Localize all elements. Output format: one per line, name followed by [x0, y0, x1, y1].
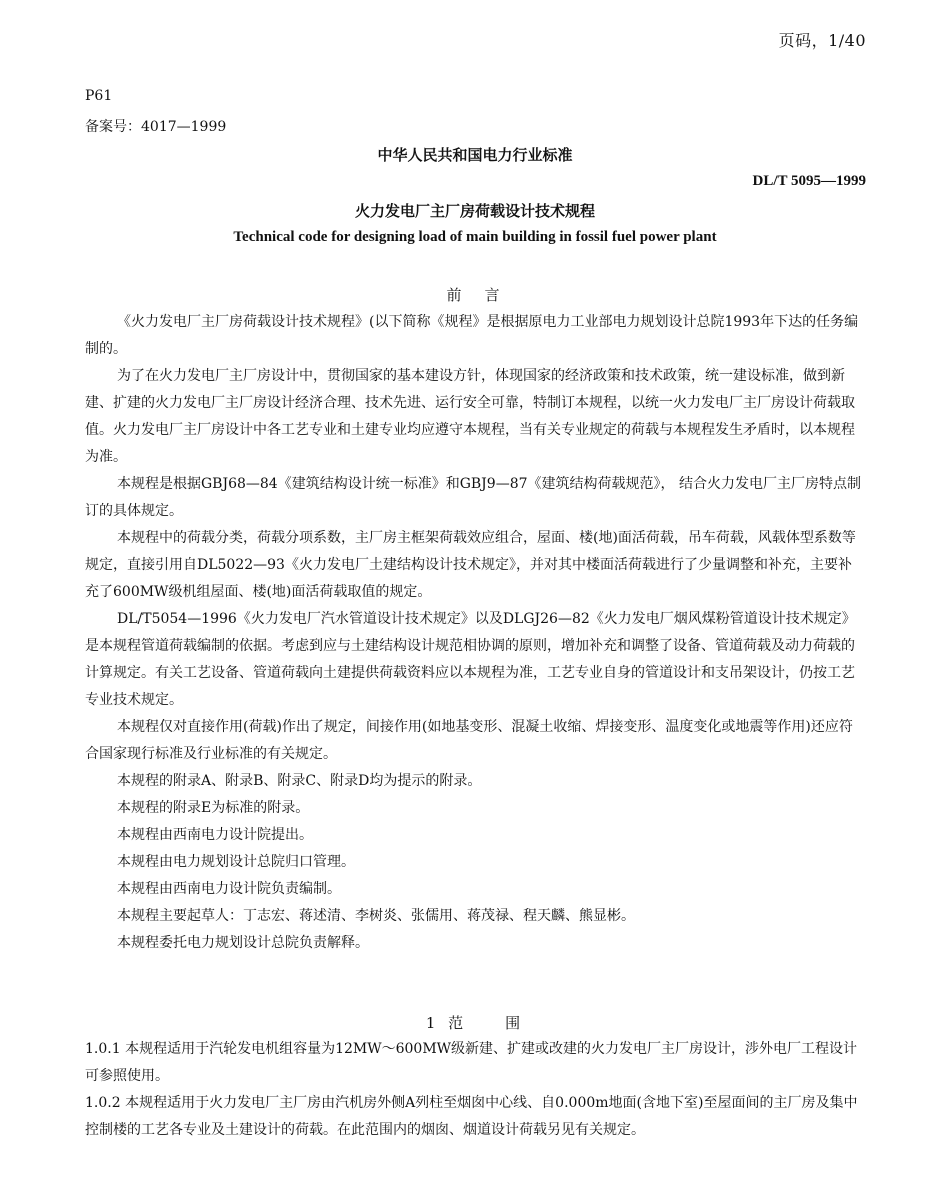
foreword-paragraph: 本规程由西南电力设计院负责编制。: [117, 881, 341, 897]
foreword-paragraph: 《火力发电厂主厂房荷载设计技术规程》(以下简称《规程》是根据原电力工业部电力规划设计总院1993年下达的任务编制的。: [85, 314, 859, 357]
scope-clause: 1.0.2 本规程适用于火力发电厂主厂房由汽机房外侧A列柱至烟囱中心线、自0.000m地面(含地下室)至屋面间的主厂房及集中控制楼的工艺各专业及土建设计的荷载。在此范围内的烟囱、烟道设计荷载另见有关规定。: [85, 1095, 858, 1138]
document-title-en: Technical code for designing load of main building in fossil fuel power plant: [233, 229, 717, 245]
foreword-paragraph: DL/T5054—1996《火力发电厂汽水管道设计技术规定》以及DLGJ26—82《火力发电厂烟风煤粉管道设计技术规定》是本规程管道荷载编制的依据。考虑到应与土建结构设计规范相协调的原则，增加补充和调整了设备、管道荷载及动力荷载的计算规定。有关工艺设备、管道荷载向土建提供荷载资料应以本规程为准，工艺专业自身的管道设计和支吊架设计，仍按工艺专业技术规定。: [85, 611, 856, 708]
foreword-paragraph: 本规程由西南电力设计院提出。: [117, 827, 313, 843]
page-number: 页码，1/40: [778, 31, 866, 50]
scope-body: [85, 1036, 865, 1144]
document-title-zh: 火力发电厂主厂房荷载设计技术规程: [354, 202, 595, 220]
foreword-paragraph: 为了在火力发电厂主厂房设计中，贯彻国家的基本建设方针，体现国家的经济政策和技术政策，统一建设标准，做到新建、扩建的火力发电厂主厂房设计经济合理、技术先进、运行安全可靠，特制订本规程，以统一火力发电厂主厂房设计荷载取值。火力发电厂主厂房设计中各工艺专业和土建专业均应遵守本规程，当有关专业规定的荷载与本规程发生矛盾时，以本规程为准。: [85, 368, 855, 465]
record-number: 备案号：4017—1999: [85, 119, 227, 135]
standard-organization-title: 中华人民共和国电力行业标准: [377, 146, 573, 164]
foreword-paragraph: 本规程委托电力规划设计总院负责解释。: [117, 935, 369, 951]
foreword-body: [85, 309, 865, 957]
foreword-paragraph: 本规程的附录E为标准的附录。: [117, 800, 310, 816]
foreword-paragraph: 本规程中的荷载分类，荷载分项系数，主厂房主框架荷载效应组合，屋面、楼(地)面活荷载，吊车荷载，风载体型系数等规定，直接引用自DL5022—93《火力发电厂土建结构设计技术规定》，并对其中楼面活荷载进行了少量调整和补充，主要补充了600MW级机组屋面、楼(地)面活荷载取值的规定。: [85, 530, 856, 600]
foreword-paragraph: 本规程仅对直接作用(荷载)作出了规定，间接作用(如地基变形、混凝土收缩、焊接变形、温度变化或地震等作用)还应符合国家现行标准及行业标准的有关规定。: [85, 719, 853, 762]
foreword-heading: 前 言: [446, 286, 504, 304]
scope-heading: 1 范 围: [425, 1014, 525, 1032]
foreword-paragraph: 本规程主要起草人：丁志宏、蒋述清、李树炎、张儒用、蒋茂禄、程天麟、熊显彬。: [117, 908, 635, 924]
foreword-paragraph: 本规程的附录A、附录B、附录C、附录D均为提示的附录。: [117, 773, 482, 789]
scope-clause: 1.0.1 本规程适用于汽轮发电机组容量为12MW～600MW级新建、扩建或改建的火力发电厂主厂房设计，涉外电厂工程设计可参照使用。: [85, 1041, 858, 1084]
foreword-paragraph: 本规程由电力规划设计总院归口管理。: [117, 854, 355, 870]
category-code: P61: [85, 88, 113, 104]
standard-code: DL/T 5095—1999: [752, 173, 866, 189]
foreword-paragraph: 本规程是根据GBJ68—84《建筑结构设计统一标准》和GBJ9—87《建筑结构荷载规范》， 结合火力发电厂主厂房特点制订的具体规定。: [85, 476, 861, 519]
